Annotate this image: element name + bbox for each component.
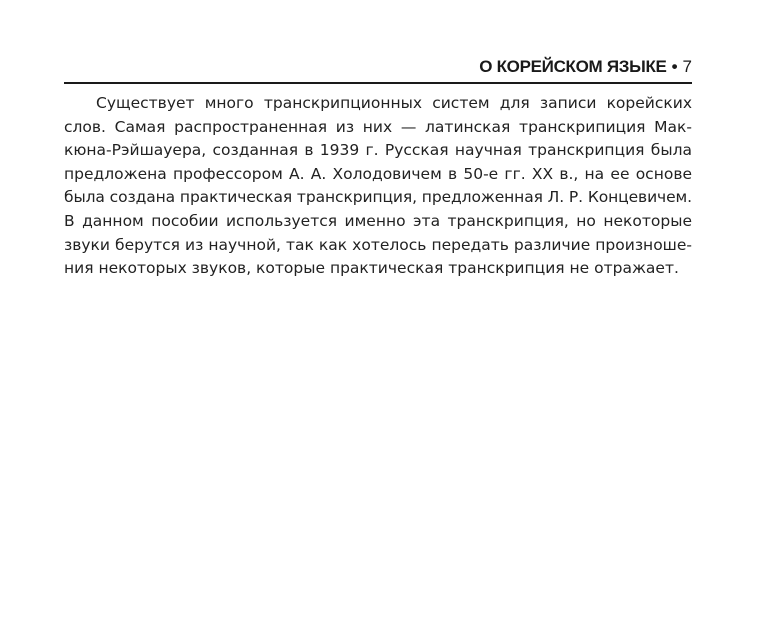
paragraph-line: В данном пособии используется именно эта транскрипция, но некоторые xyxy=(64,211,692,230)
running-head-text xyxy=(479,57,692,77)
paragraph-line: предложена профессором А. А. Холодовичем в 50-е гг. XX в., на ее основе xyxy=(64,164,692,183)
page-number: 7 xyxy=(682,57,692,76)
paragraph-line: была создана практическая транскрипция, предложенная Л. Р. Концевичем. xyxy=(64,188,692,207)
paragraph-line: слов. Самая распространенная из них — латинская транскрипиция Мак- xyxy=(64,117,692,136)
chapter-title: О КОРЕЙСКОМ ЯЗЫКЕ xyxy=(479,57,667,76)
paragraph-line: кюна-Рэйшауера, созданная в 1939 г. Русская научная транскрипция была xyxy=(64,141,692,160)
paragraph-line: ния некоторых звуков, которые практическая транскрипция не отражает. xyxy=(64,259,679,278)
paragraph-line: звуки берутся из научной, так как хотелось передать различие произноше- xyxy=(64,235,692,254)
body-paragraph xyxy=(64,92,692,281)
running-head xyxy=(64,52,692,84)
paragraph-line: Существует много транскрипционных систем для записи корейских xyxy=(96,94,692,112)
header-bullet: • xyxy=(671,57,678,76)
